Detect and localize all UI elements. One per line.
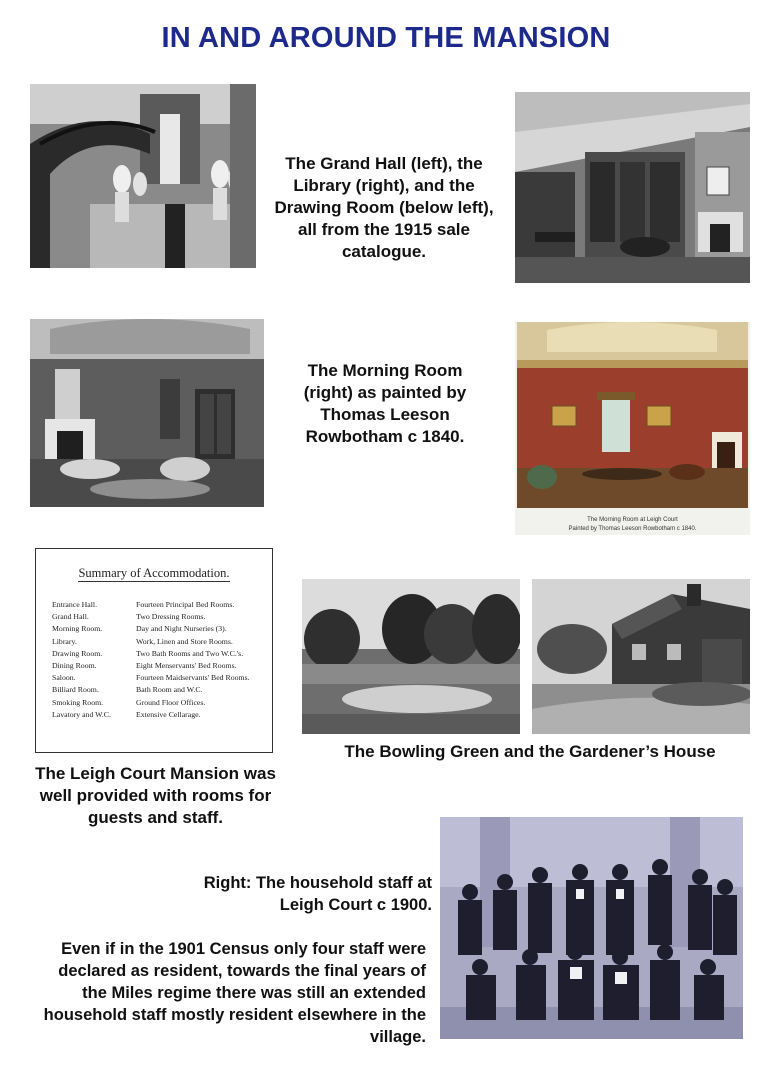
painting-caption-line1: The Morning Room at Leigh Court [587, 517, 678, 523]
summary-item: Extensive Cellarage. [136, 709, 201, 719]
summary-item: Bath Room and W.C. [136, 685, 203, 695]
morning-room-painting [517, 322, 748, 508]
summary-item: Eight Menservants' Bed Rooms. [136, 661, 237, 671]
summary-item: Dining Room. [52, 661, 97, 671]
grand-hall-caption: The Grand Hall (left), the Library (right), and the Drawing Room (below left), all from the 1915 sale catalogue. [274, 154, 494, 261]
accommodation-summary [35, 548, 273, 753]
summary-item: Work, Linen and Store Rooms. [136, 636, 233, 646]
household-staff-photo [440, 817, 743, 1039]
mansion-rooms-caption: The Leigh Court Mansion was well provided with rooms for guests and staff. [35, 764, 276, 827]
summary-item: Saloon. [52, 673, 76, 683]
summary-left-column [52, 599, 111, 721]
summary-item: Drawing Room. [52, 648, 103, 658]
summary-item: Day and Night Nurseries (3). [136, 624, 227, 634]
summary-item: Smoking Room. [52, 697, 104, 707]
grand-hall-photo [30, 84, 256, 268]
summary-item: Library. [52, 636, 77, 646]
morning-room-caption: The Morning Room (right) as painted by Thomas Leeson Rowbotham c 1840. [303, 361, 467, 446]
gardeners-house-photo [532, 579, 750, 734]
painting-caption-line2: Painted by Thomas Leeson Rowbotham c 1840. [568, 526, 697, 532]
page-title: IN AND AROUND THE MANSION [161, 22, 611, 54]
morning-room-painting-frame [515, 322, 750, 535]
summary-item: Fourteen Maidservants' Bed Rooms. [136, 673, 250, 683]
summary-item: Lavatory and W.C. [52, 709, 111, 719]
summary-item: Morning Room. [52, 624, 103, 634]
summary-item: Two Dressing Rooms. [136, 612, 206, 622]
library-photo [515, 92, 750, 283]
bowling-green-photo [302, 579, 520, 734]
summary-item: Billiard Room. [52, 685, 99, 695]
bowling-green-caption: The Bowling Green and the Gardener’s House [344, 742, 716, 761]
drawing-room-photo [30, 319, 264, 507]
summary-item: Grand Hall. [52, 612, 89, 622]
staff-body: Even if in the 1901 Census only four staff were declared as resident, towards the final years of the Miles regime there was still an extended household staff mostly resident elsewhere in the village. [43, 940, 426, 1046]
staff-heading: Right: The household staff at Leigh Court c 1900. [203, 874, 432, 914]
summary-title: Summary of Accommodation. [78, 566, 230, 580]
summary-item: Fourteen Principal Bed Rooms. [136, 600, 235, 609]
summary-right-column [136, 599, 250, 721]
summary-item: Ground Floor Offices. [136, 697, 206, 707]
summary-item: Entrance Hall. [52, 600, 98, 609]
summary-item: Two Bath Rooms and Two W.C.'s. [136, 648, 244, 658]
